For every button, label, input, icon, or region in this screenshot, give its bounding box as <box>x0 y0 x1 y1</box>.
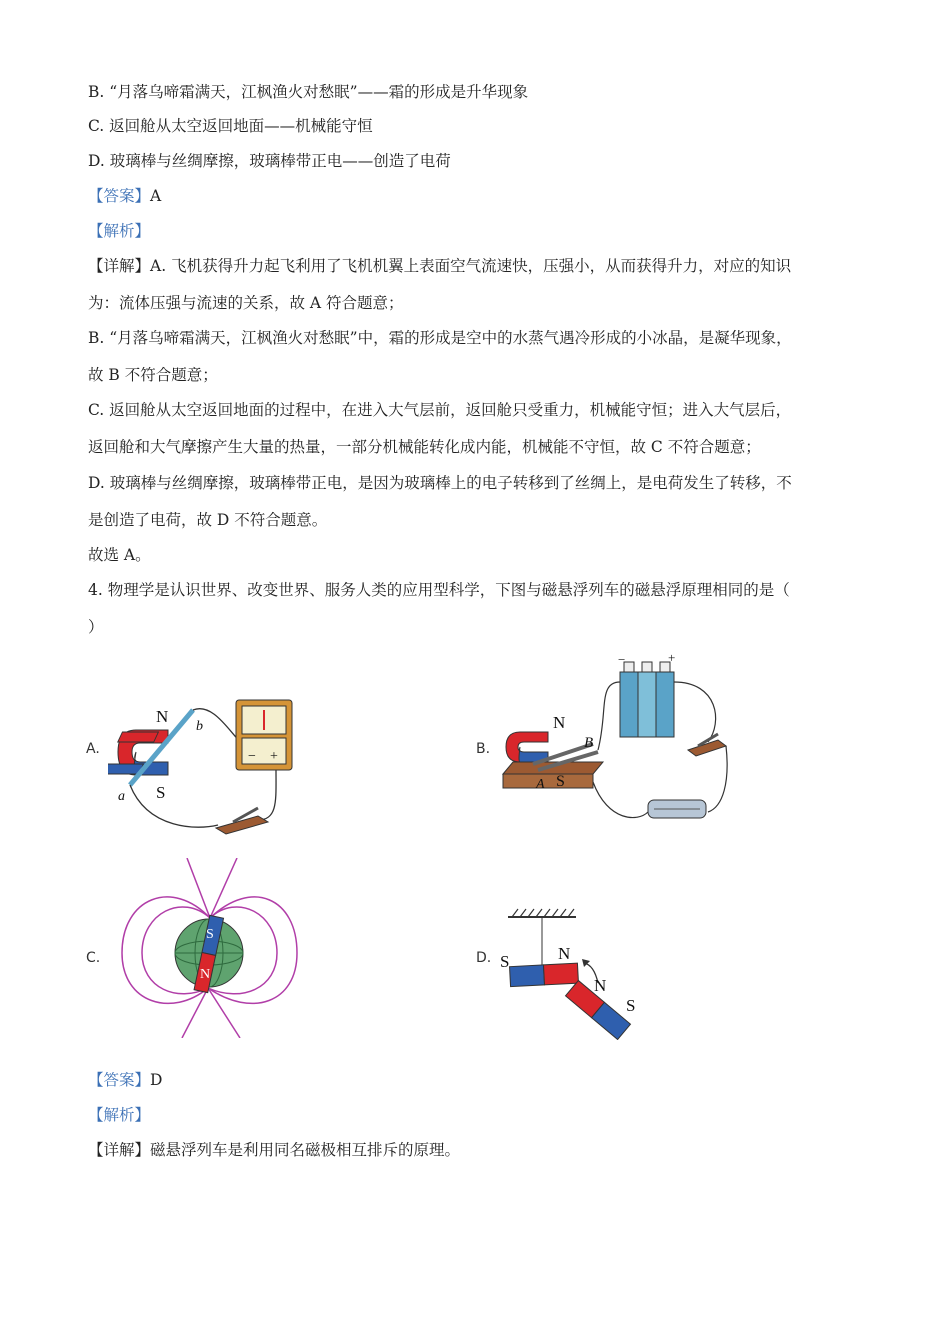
detail-a-line-2: 为：流体压强与流速的关系，故 A 符合题意； <box>88 294 404 312</box>
figure-d-s2: S <box>626 996 636 1015</box>
figure-b-plus: + <box>668 652 676 665</box>
detail-d-line-1: D. 玻璃棒与丝绸摩擦，玻璃棒带正电，是因为玻璃棒上的电子转移到了丝绸上，是电荷发生了转移，不 <box>88 474 792 492</box>
figure-a-s: S <box>156 783 166 802</box>
figure-d-n1: N <box>558 944 571 963</box>
detail-b-line-2: 故 B 不符合题意； <box>88 366 218 384</box>
figure-b-b: B <box>584 735 594 751</box>
answer-2-tag: 【答案】 <box>88 1071 151 1089</box>
figure-d-magnets <box>498 905 648 1040</box>
answer-2-value: D <box>150 1071 163 1089</box>
figure-a-generator <box>108 690 308 840</box>
figure-b-motor <box>498 652 738 837</box>
figure-b-label: B. <box>476 741 491 757</box>
detail-d-line-2: 是创造了电荷，故 D 不符合题意。 <box>88 511 328 529</box>
figure-a-n: N <box>156 707 169 726</box>
figure-d-label: D. <box>476 950 492 966</box>
answer-tag: 【答案】 <box>88 187 151 205</box>
detail-b-line-1: B. “月落乌啼霜满天，江枫渔火对愁眠”中，霜的形成是空中的水蒸气遇冷形成的小冰晶，是凝华现象， <box>88 329 792 347</box>
option-b-text: B. “月落乌啼霜满天，江枫渔火对愁眠”——霜的形成是升华现象 <box>88 83 529 101</box>
figure-c-label: C. <box>86 950 101 966</box>
svg-text:+: + <box>270 749 278 764</box>
svg-text:−: − <box>248 749 256 764</box>
answer-2-line <box>88 1070 162 1090</box>
figure-c-s: S <box>206 927 214 942</box>
detail-c-line-2: 返回舱和大气摩擦产生大量的热量，一部分机械能转化成内能，机械能不守恒，故 C 不符合题意； <box>88 438 761 456</box>
detail-a-line-1 <box>88 256 791 276</box>
figure-d-n2: N <box>594 976 607 995</box>
question-4-line-2: ） <box>88 618 104 636</box>
analysis-2-tag: 【解析】 <box>88 1106 151 1124</box>
detail-2-tag: 【详解】 <box>88 1141 151 1159</box>
figure-b-s: S <box>556 773 565 790</box>
figure-b-minus: − <box>618 652 626 667</box>
question-4-line-1: 4. 物理学是认识世界、改变世界、服务人类的应用型科学，下图与磁悬浮列车的磁悬浮原理相同的是（ <box>88 581 790 599</box>
option-d-text: D. 玻璃棒与丝绸摩擦，玻璃棒带正电——创造了电荷 <box>88 152 451 170</box>
detail-2-line <box>88 1140 460 1160</box>
detail-tag: 【详解】 <box>88 257 151 275</box>
figure-d-s1: S <box>500 952 510 971</box>
figure-a-label: A. <box>86 741 100 757</box>
analysis-tag: 【解析】 <box>88 222 151 240</box>
detail-2-text: 磁悬浮列车是利用同名磁极相互排斥的原理。 <box>150 1141 461 1159</box>
answer-line <box>88 186 161 206</box>
detail-a-text: A. 飞机获得升力起飞利用了飞机机翼上表面空气流速快，压强小，从而获得升力，对应的知识 <box>150 257 792 275</box>
detail-c-line-1: C. 返回舱从太空返回地面的过程中，在进入大气层前，返回舱只受重力，机械能守恒；进入大气层后， <box>88 401 792 419</box>
figure-a-b: b <box>196 719 203 734</box>
figure-c-n: N <box>200 967 211 982</box>
figure-b-n: N <box>553 713 566 732</box>
figure-a-a: a <box>118 789 125 804</box>
figure-b-a: A <box>536 777 545 792</box>
answer-value: A <box>150 187 162 205</box>
option-c-text: C. 返回舱从太空返回地面——机械能守恒 <box>88 117 373 135</box>
figure-c-earth-field <box>112 858 307 1038</box>
conclusion-line: 故选 A。 <box>88 546 151 564</box>
